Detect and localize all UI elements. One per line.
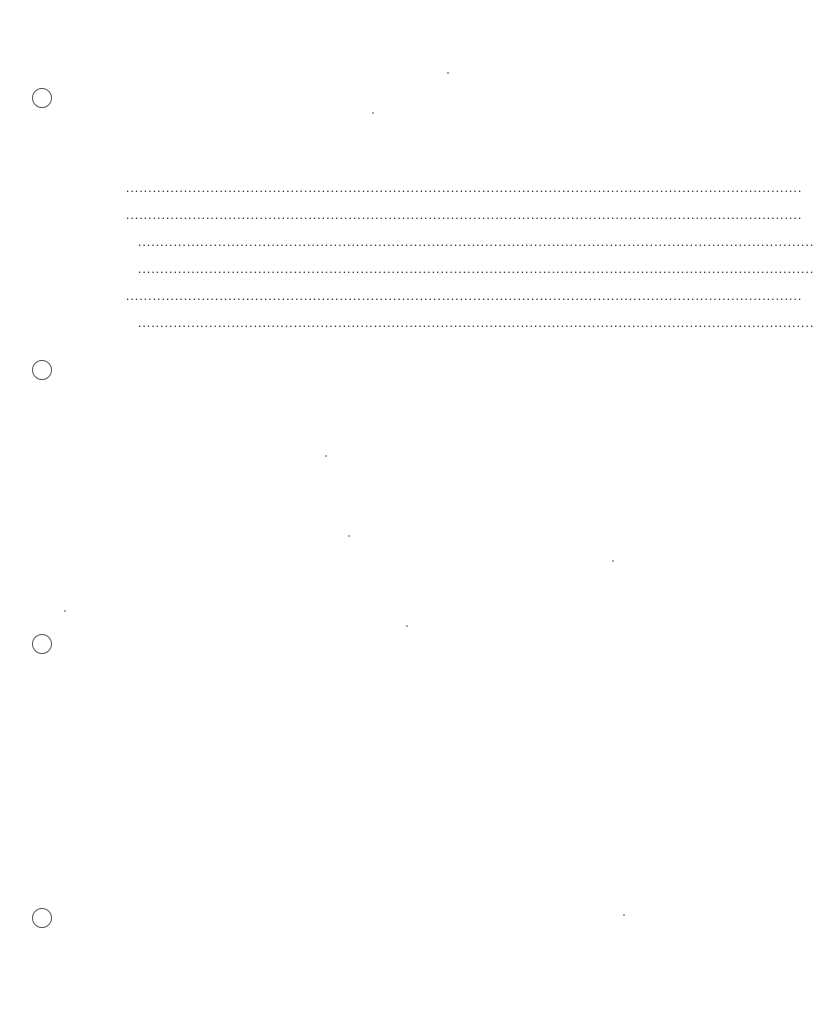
binder-hole-2 [32, 360, 52, 380]
scan-speck [64, 610, 66, 612]
toc-entry[interactable] [84, 288, 803, 315]
scan-speck [348, 535, 350, 537]
scan-speck [372, 112, 374, 114]
toc-entry[interactable] [84, 234, 814, 261]
toc-entry[interactable] [84, 261, 814, 288]
toc-entry[interactable] [84, 315, 814, 342]
toc-leader-dots: ........................................................................................................................................................ [126, 207, 803, 222]
toc-entry[interactable] [84, 180, 803, 207]
binder-hole-3 [32, 634, 52, 654]
scan-speck [325, 455, 327, 457]
binder-hole-1 [32, 88, 52, 108]
table-of-contents [84, 180, 814, 342]
binder-hole-4 [32, 908, 52, 928]
scan-speck [447, 72, 449, 74]
toc-leader-dots: ........................................................................................................................................................ [126, 180, 803, 195]
toc-entry[interactable] [84, 207, 803, 234]
toc-leader-dots: ........................................................................................................................................................ [138, 315, 814, 330]
scan-speck [623, 914, 625, 916]
scan-speck [406, 625, 408, 627]
company-logo [44, 32, 45, 60]
toc-leader-dots: ........................................................................................................................................................ [126, 288, 803, 303]
scan-speck [612, 560, 614, 562]
toc-leader-dots: ........................................................................................................................................................ [138, 261, 814, 276]
toc-leader-dots: ........................................................................................................................................................ [138, 234, 814, 249]
